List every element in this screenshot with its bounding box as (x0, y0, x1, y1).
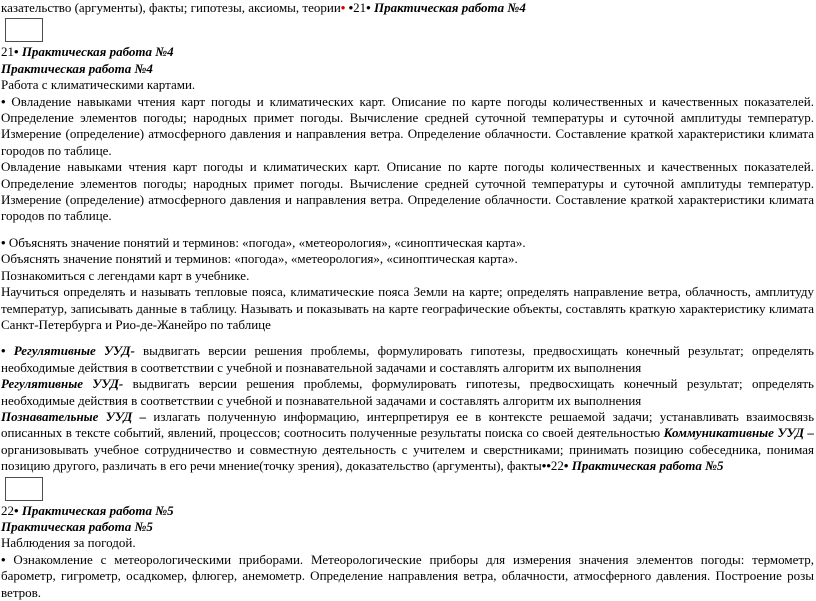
section-subheading-2: Практическая работа №5 (1, 518, 153, 534)
bullet-red-icon: • (340, 0, 346, 15)
empty-text-box (5, 477, 43, 501)
paragraph: • Регулятивные УУД- выдвигать версии решения проблемы, формулировать гипотезы, предвосхищать конечный результат; определять необходимые действия в соответствии с учебной и познавательной задачами и составлять алгоритм их выполнения (1, 343, 814, 375)
bullet-icon: • (1, 551, 6, 567)
paragraph: Наблюдения за погодой. (1, 535, 136, 551)
paragraph: Овладение навыками чтения карт погоды и климатических карт. Описание по карте погоды количественных и качественных показателей. Определение элементов погоды; народных примет погоды. Вычисление средней суточной температуры и суточной амплитуды температур. Измерение (определение) атмосферного давления и направления ветра. Определение облачности. Составление краткой характеристики климата городов по таблице. (1, 159, 814, 224)
document-body (1, 0, 814, 601)
section-subheading-1: Практическая работа №4 (1, 60, 153, 76)
bullet-icon: • (563, 458, 569, 474)
paragraph: Познавательные УУД – излагать полученную информацию, интерпретируя ее в контексте решаемой задачи; устанавливать взаимосвязь описанных в тексте событий, явлений, процессов; соотносить полученные результаты поиска со своей деятельностью Коммуникативные УУД – организовывать учебное сотрудничество и совместную деятельность с учителем и сверстниками; принимать позицию собеседника, понимая позицию другого, различать в его речи мнение(точку зрения), доказательство (аргументы), факты••22• Практическая работа №5 (1, 408, 814, 474)
top-text-line: казательство (аргументы), факты; гипотезы, аксиомы, теории• •21• Практическая работа №4 (1, 0, 526, 15)
paragraph: • Ознакомление с метеорологическими приборами. Метеорологические приборы для измерения значения элементов погоды: термометр, барометр, гигрометр, осадкомер, флюгер, анемометр. Определение направления ветра, облачности, атмосферного давления. Построение розы ветров. (1, 551, 815, 600)
paragraph: Работа с климатическими картами. (1, 77, 196, 93)
bullet-icon: • (1, 234, 6, 250)
empty-text-box (5, 18, 43, 42)
bullet-icon: • (541, 458, 547, 474)
bullet-icon: • (14, 44, 19, 60)
section-heading-2: 22• Практическая работа №5 (1, 502, 174, 518)
bullet-icon: • (1, 93, 6, 109)
paragraph: Познакомиться с легендами карт в учебнике. (1, 267, 250, 283)
paragraph: Объяснять значение понятий и терминов: «погода», «метеорология», «синоптическая карта». (1, 251, 518, 267)
bullet-icon: • (348, 0, 354, 15)
paragraph: • Овладение навыками чтения карт погоды и климатических карт. Описание по карте погоды количественных и качественных показателей. Определение элементов погоды; народных примет погоды. Вычисление средней суточной температуры и суточной амплитуды температур. Измерение (определение) атмосферного давления и направления ветра. Определение облачности. Составление краткой характеристики климата городов по таблице. (1, 93, 815, 158)
bullet-icon: • (366, 0, 371, 15)
paragraph: Регулятивные УУД- выдвигать версии решения проблемы, формулировать гипотезы, предвосхищать конечный результат; определять необходимые действия в соответствии с учебной и познавательной задачами и составлять алгоритм их выполнения (1, 376, 814, 408)
bullet-icon: • (14, 502, 19, 518)
bullet-icon: • (546, 458, 551, 474)
bullet-icon: • (1, 343, 6, 359)
section-heading-1: 21• Практическая работа №4 (1, 44, 174, 60)
paragraph: Научиться определять и называть тепловые пояса, климатические пояса Земли на карте; определять направление ветра, облачность, амплитуду температур, записывать данные в таблицу. Называть и показывать на карте географические объекты, составлять краткую характеристику климата Санкт-Петербурга и Рио-де-Жанейро по таблице (1, 284, 814, 332)
paragraph: • Объяснять значение понятий и терминов: «погода», «метеорология», «синоптическая карта». (1, 234, 526, 250)
